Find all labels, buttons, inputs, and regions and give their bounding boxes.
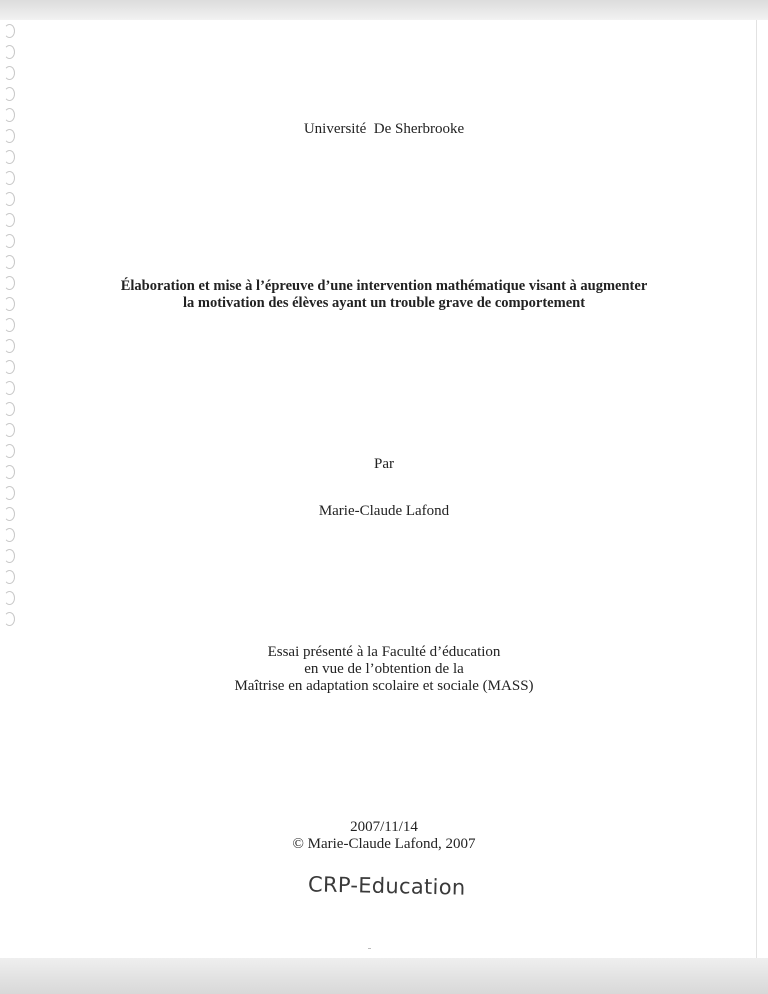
binding-ring	[4, 486, 15, 500]
submission-line-1: Essai présenté à la Faculté d’éducation	[267, 644, 501, 660]
binding-ring	[4, 255, 15, 269]
crp-education-stamp	[0, 874, 768, 898]
binding-ring	[4, 87, 15, 101]
binding-ring	[4, 549, 15, 563]
binding-ring	[4, 213, 15, 227]
binding-ring	[4, 234, 15, 248]
binding-ring	[4, 150, 15, 164]
binding-ring	[4, 570, 15, 584]
binding-ring	[4, 612, 15, 626]
binding-ring	[4, 318, 15, 332]
submission-line-3: Maîtrise en adaptation scolaire et sociale (MASS)	[234, 678, 534, 694]
title-line-1: Élaboration et mise à l’épreuve d’une intervention mathématique visant à augmenter	[120, 278, 648, 294]
institution-name: Université De Sherbrooke	[303, 121, 465, 137]
binding-ring	[4, 402, 15, 416]
stamp-text: CRP-Education	[308, 872, 466, 900]
binding-rings	[4, 24, 18, 644]
scan-bottom-edge	[0, 958, 768, 994]
submission-line-2: en vue de l’obtention de la	[304, 661, 464, 677]
binding-ring	[4, 360, 15, 374]
by-label: Par	[374, 456, 394, 472]
binding-ring	[4, 591, 15, 605]
author-name: Marie-Claude Lafond	[318, 503, 450, 519]
submission-date: 2007/11/14	[350, 819, 418, 835]
binding-ring	[4, 528, 15, 542]
binding-ring	[4, 381, 15, 395]
scan-top-edge	[0, 0, 768, 20]
binding-ring	[4, 192, 15, 206]
binding-ring	[4, 24, 15, 38]
scan-speck	[368, 948, 371, 949]
binding-ring	[4, 45, 15, 59]
title-line-2: la motivation des élèves ayant un trouble grave de comportement	[182, 295, 586, 311]
binding-ring	[4, 339, 15, 353]
copyright-notice: © Marie-Claude Lafond, 2007	[292, 836, 476, 852]
binding-ring	[4, 66, 15, 80]
binding-ring	[4, 171, 15, 185]
binding-ring	[4, 423, 15, 437]
